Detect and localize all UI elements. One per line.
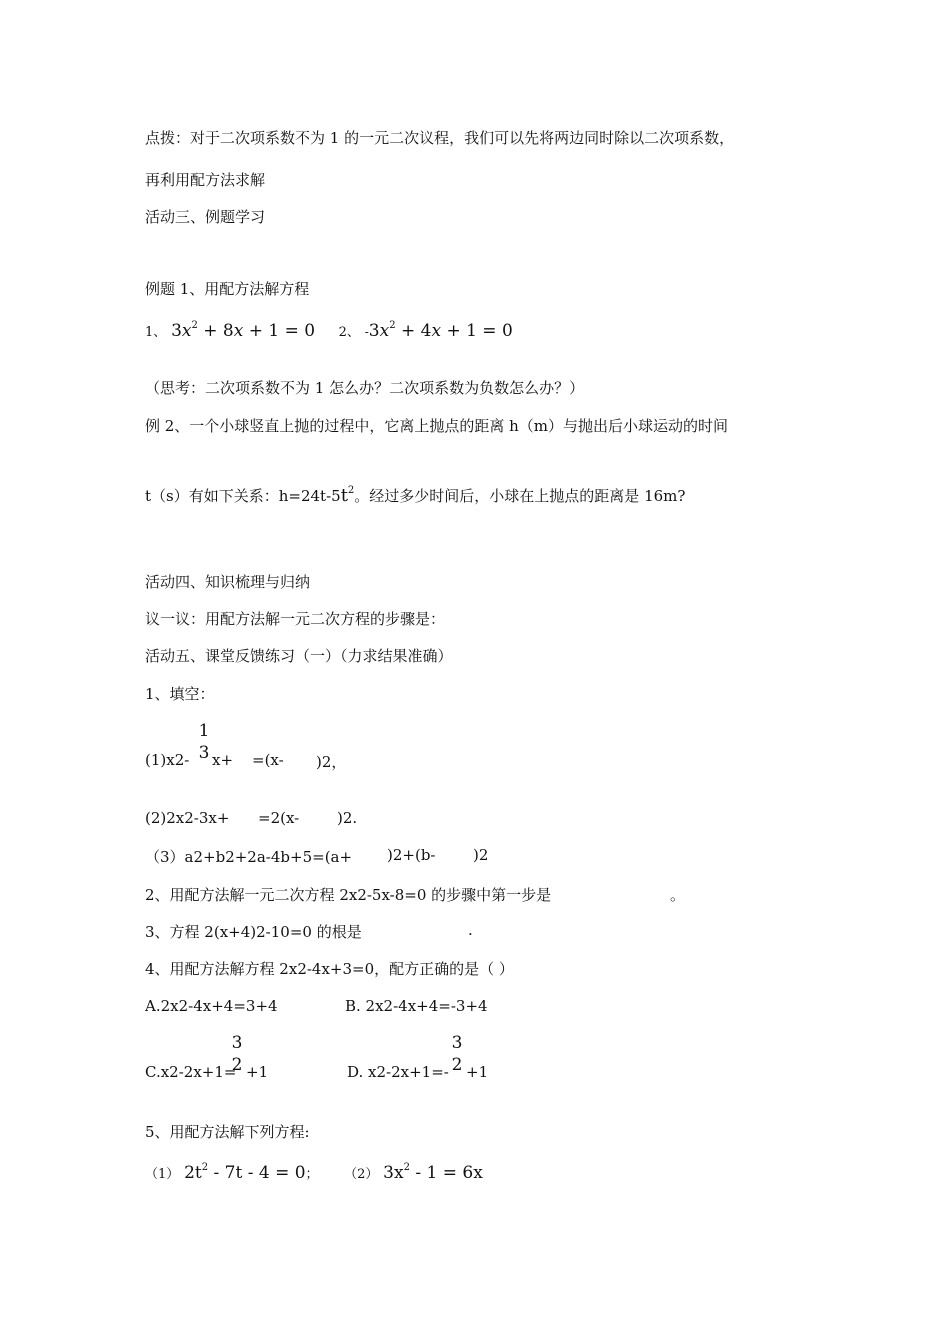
q1-part1-fraction: 1 3 (198, 721, 210, 763)
q1-part3-mid: )2+(b- (387, 846, 436, 864)
activity3-title: 活动三、例题学习 (145, 208, 266, 226)
example2-line-1: 例 2、一个小球竖直上抛的过程中，它离上抛点的距离 h（m）与抛出后小球运动的时间 (145, 417, 728, 435)
q1-part1-rhs: =(x- (252, 751, 284, 769)
example1-equations (145, 316, 513, 343)
think-note: （思考：二次项系数不为 1 怎么办？二次项系数为负数怎么办？） (145, 379, 585, 397)
q4-option-c-prefix: C.x2-2x+1= (145, 1063, 237, 1081)
eq2-label: 2、 (338, 325, 360, 340)
q3-end: . (468, 921, 473, 939)
activity4-discuss: 议一议：用配方法解一元二次方程的步骤是： (145, 610, 446, 628)
q1-part3-end: )2 (473, 846, 489, 864)
q4-option-b: B. 2x2-4x+4=-3+4 (345, 997, 488, 1015)
q4-option-d-fraction: 3 2 (451, 1033, 463, 1075)
q1-part1-end: )2， (316, 753, 347, 771)
q4-option-d-suffix: +1 (466, 1063, 489, 1081)
q4-text: 4、用配方法解方程 2x2-4x+3=0，配方正确的是（ ） (145, 960, 514, 978)
q1-part2-end: )2. (337, 809, 358, 827)
tip-line-1: 点拨：对于二次项系数不为 1 的一元二次议程，我们可以先将两边同时除以二次项系数， (145, 129, 735, 147)
equation-1: $3x^2 + 8x + 1 = 0$ (171, 320, 316, 341)
equation-2: $-3x^2 + 4x + 1 = 0$ (364, 320, 513, 341)
q5-text: 5、用配方法解下列方程: (145, 1123, 310, 1141)
eq1-label: 1、 (145, 325, 167, 340)
q2-end: 。 (670, 886, 686, 904)
tip-line-2: 再利用配方法求解 (145, 171, 266, 189)
q5-equations: （1） $2t^2 - 7t - 4 = 0$； （2） $3x^2 - 1 = 6x$ (145, 1162, 483, 1183)
q4-option-c-fraction: 3 2 (231, 1033, 243, 1075)
example2-line-2: t（s）有如下关系：$h=24t-5t^2$。经过多少时间后，小球在上抛点的距离是 16m? (145, 485, 686, 506)
activity4-title: 活动四、知识梳理与归纳 (145, 573, 311, 591)
q1-part2-rhs: =2(x- (258, 809, 300, 827)
q5-equation-1: $2t^2 - 7t - 4 = 0$ (184, 1162, 306, 1183)
q1-part2-prefix: (2)2x2-3x+ (145, 809, 230, 827)
q1-part3-prefix: （3）a2+b2+2a-4b+5=(a+ (145, 848, 353, 866)
q3-text: 3、方程 2(x+4)2-10=0 的根是 (145, 923, 362, 941)
q4-option-d-prefix: D. x2-2x+1=- (347, 1063, 449, 1081)
example1-title: 例题 1、用配方法解方程 (145, 280, 310, 298)
q1-label: 1、填空： (145, 685, 215, 703)
q4-option-c-suffix: +1 (246, 1063, 269, 1081)
q2-text: 2、用配方法解一元二次方程 2x2-5x-8=0 的步骤中第一步是 (145, 886, 552, 904)
q1-part1-x: x+ (212, 751, 234, 769)
activity5-title: 活动五、课堂反馈练习（一）（力求结果准确） (145, 647, 453, 665)
q4-option-a: A.2x2-4x+4=3+4 (145, 997, 278, 1015)
q1-part1-prefix: (1)x2- (145, 751, 190, 769)
q5-equation-2: $3x^2 - 1 = 6x$ (383, 1162, 483, 1183)
